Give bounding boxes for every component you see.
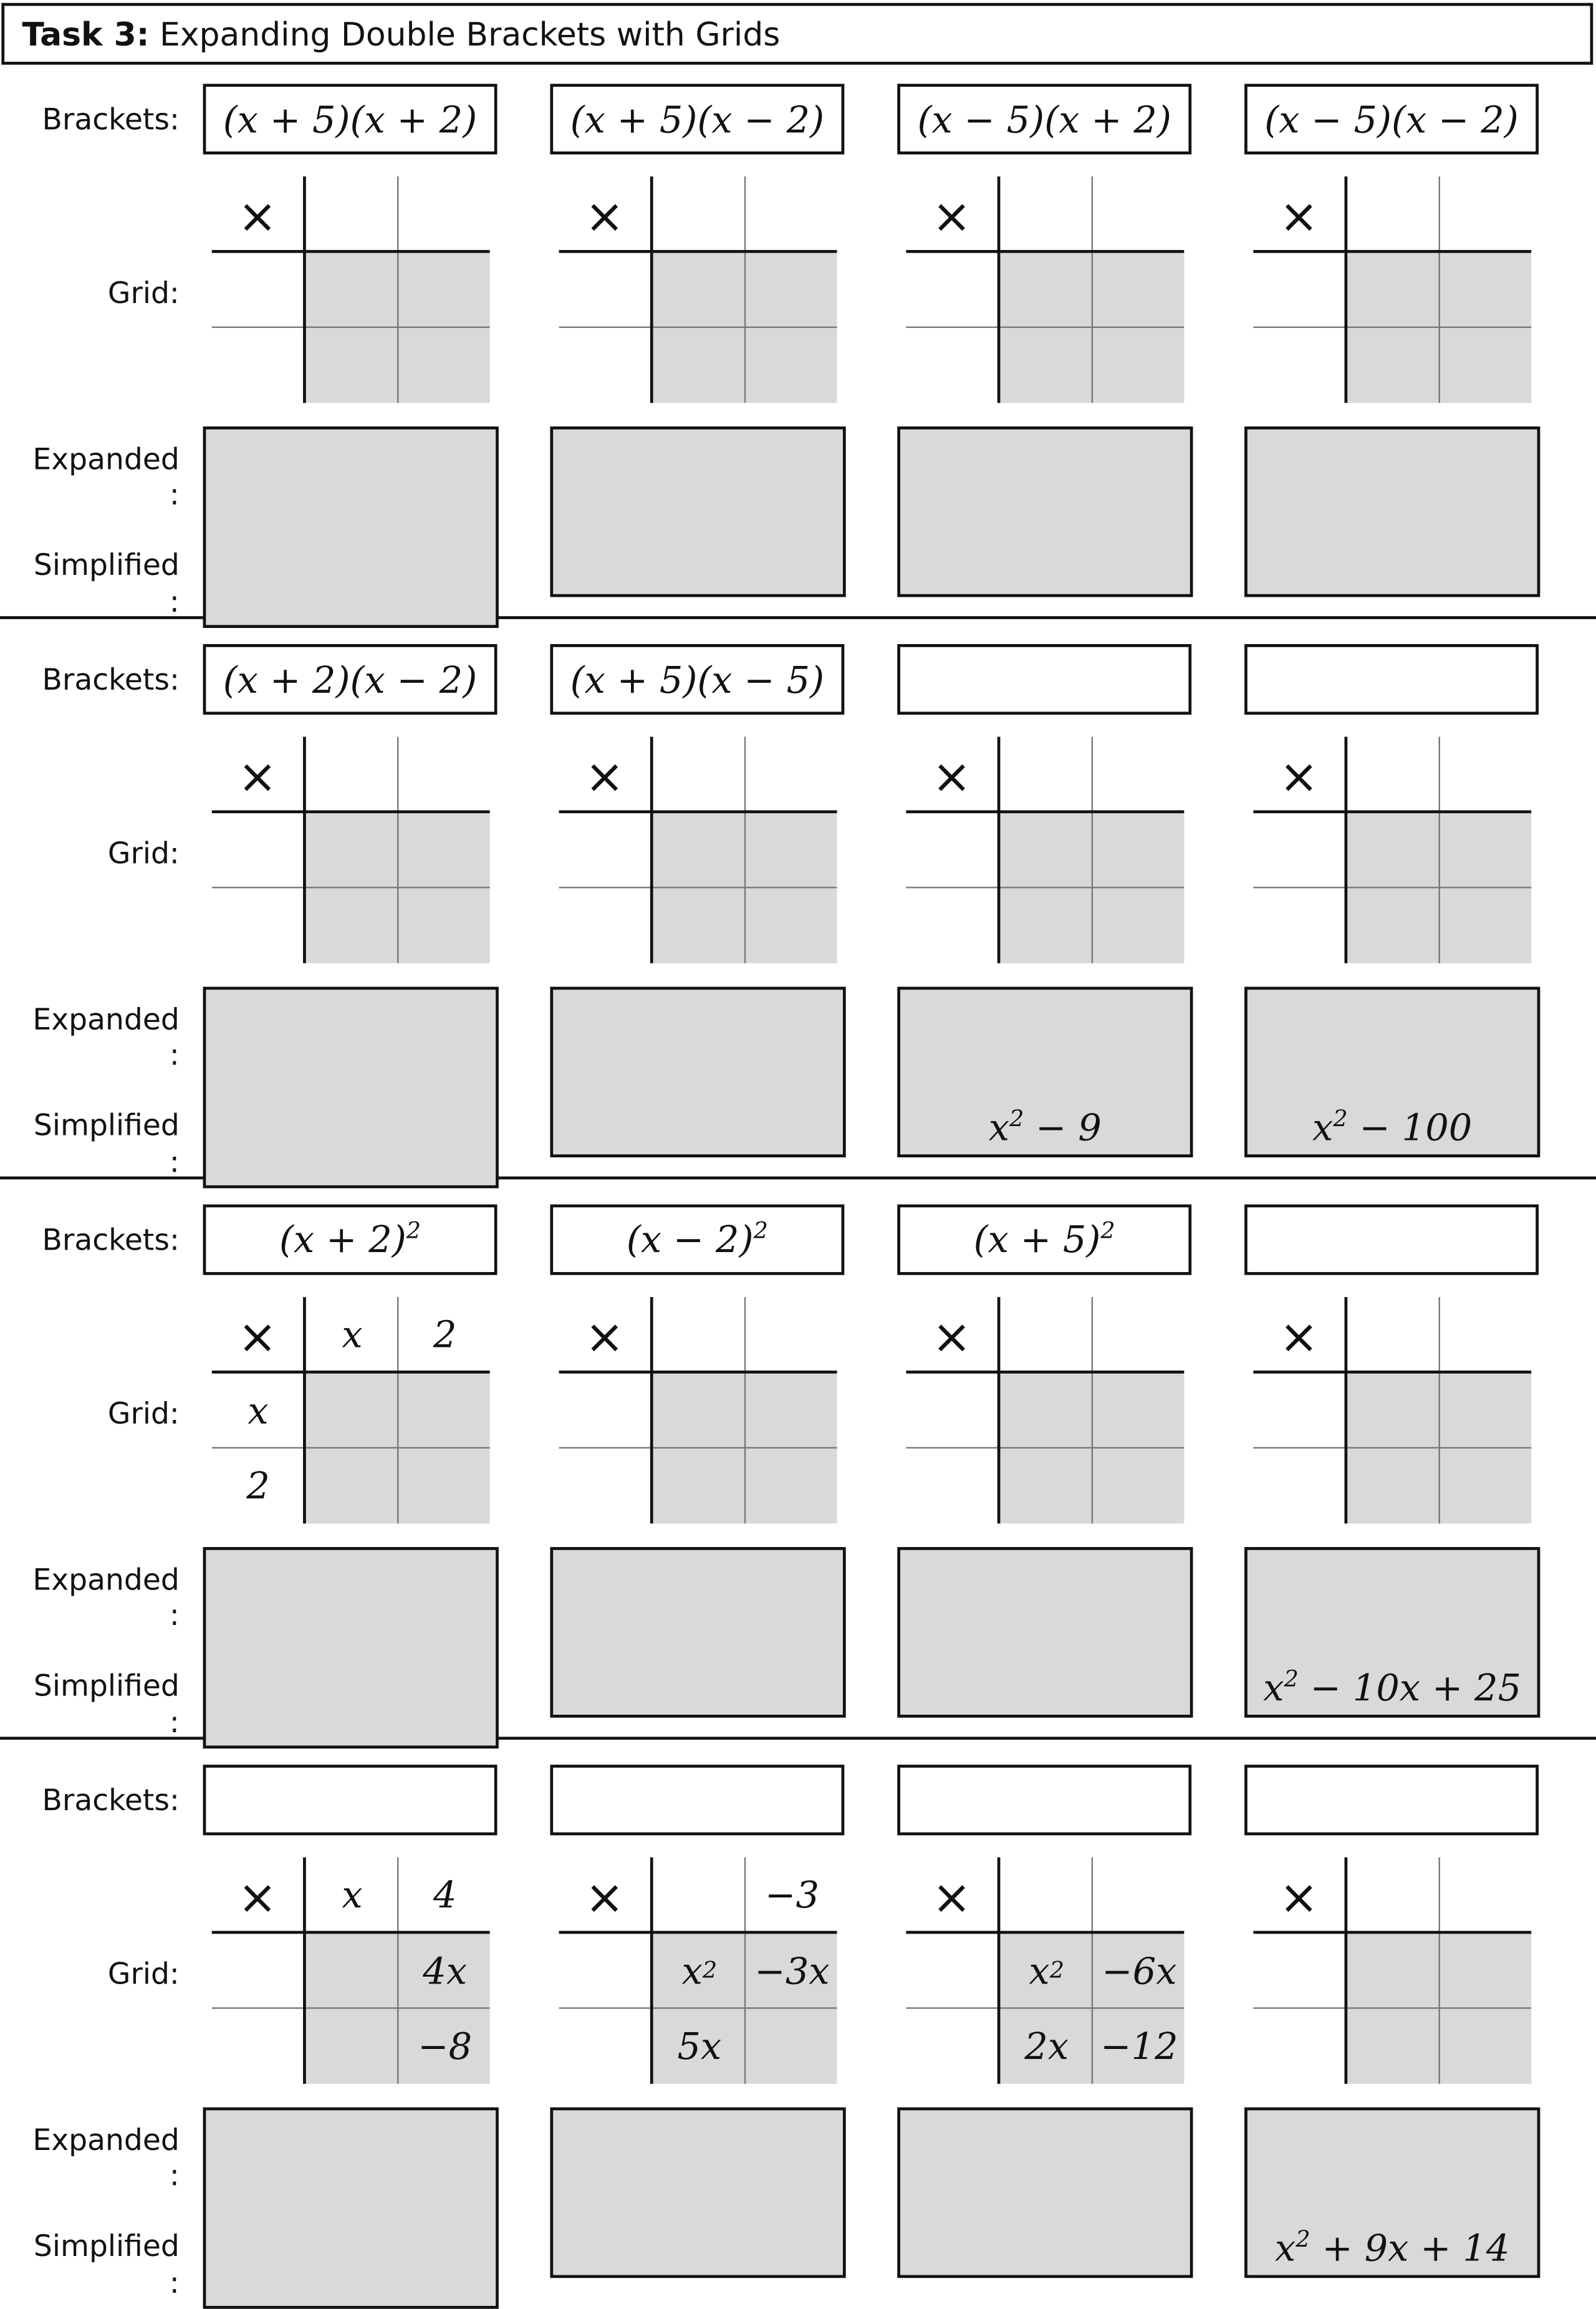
grid-product-cell[interactable] (1000, 888, 1093, 962)
brackets-label: Brackets: (42, 1782, 180, 1818)
grid-header-left[interactable] (1253, 2009, 1346, 2083)
brackets-label: Brackets: (42, 101, 180, 137)
grid-product-cell[interactable] (306, 1374, 399, 1447)
grid-product-cell[interactable] (1440, 2009, 1533, 2083)
grid-header-left[interactable] (906, 253, 999, 327)
bracket-input[interactable] (203, 1765, 498, 1835)
grid-product-cell[interactable] (1093, 253, 1186, 327)
simplified-label: Simplified (33, 2228, 180, 2263)
grid-product-cell[interactable] (746, 1449, 839, 1522)
expanded-simplified-answer-box[interactable] (1244, 1547, 1540, 1718)
multiply-icon: × (1279, 188, 1319, 244)
grid-header-top[interactable]: 4 (433, 1873, 457, 1916)
grid-product-cell[interactable] (306, 2009, 399, 2083)
bracket-expression: $(x + 5)^2$ (973, 1218, 1115, 1261)
grid-header-left[interactable] (212, 2009, 305, 2083)
expanded-colon: : (169, 476, 180, 512)
grid-header-left[interactable] (906, 888, 999, 962)
grid-header-top[interactable] (653, 737, 746, 811)
grid-product-cell[interactable] (1093, 813, 1186, 887)
grid-product-cell[interactable] (306, 328, 399, 402)
grid-product-cell[interactable] (1347, 253, 1440, 327)
bracket-input[interactable] (550, 1205, 844, 1275)
grid-product-cell[interactable] (1093, 1449, 1186, 1522)
grid-header-top[interactable] (1093, 1297, 1186, 1371)
grid-product-cell[interactable] (653, 813, 746, 887)
expanded-simplified-answer-box[interactable] (550, 1547, 845, 1718)
answer-expression: $x^2 - 9$ (988, 1105, 1102, 1149)
simplified-label: Simplified (33, 1107, 180, 1143)
grid-header-top[interactable]: x (342, 1873, 363, 1916)
grid-product-cell[interactable] (653, 1449, 746, 1522)
bracket-input[interactable] (550, 1765, 844, 1835)
expanded-simplified-answer-box[interactable] (550, 427, 845, 597)
grid-product-cell[interactable] (653, 328, 746, 402)
grid-header-left[interactable] (1253, 1934, 1346, 2007)
grid-product-cell[interactable] (1000, 328, 1093, 402)
expanded-simplified-answer-box[interactable] (203, 986, 499, 1188)
expanded-simplified-answer-box[interactable] (550, 2108, 845, 2278)
expanded-simplified-answer-box[interactable] (897, 427, 1193, 597)
grid-header-top[interactable] (653, 1297, 746, 1371)
bracket-input[interactable] (897, 1765, 1191, 1835)
bracket-input[interactable] (1244, 644, 1539, 715)
grid-product-cell[interactable] (746, 2009, 839, 2083)
expanded-simplified-answer-box[interactable] (1244, 2108, 1540, 2278)
grid-header-top[interactable] (1093, 176, 1186, 250)
bracket-input[interactable] (203, 644, 498, 715)
bracket-expression: (x + 5)(x + 2) (223, 97, 478, 141)
answer-expression: $x^2 - 100$ (1312, 1105, 1473, 1149)
grid-product-cell[interactable]: −8 (418, 2024, 473, 2067)
grid-header-left[interactable] (559, 328, 652, 402)
multiply-icon: × (1279, 1869, 1319, 1926)
grid-product-cell[interactable] (1440, 1934, 1533, 2007)
simplified-label: Simplified (33, 547, 180, 582)
expanded-label: Expanded (32, 2122, 180, 2157)
grid-label: Grid: (107, 1396, 180, 1431)
grid-product-cell[interactable] (653, 888, 746, 962)
expanded-simplified-answer-box[interactable] (897, 2108, 1193, 2278)
grid-header-top[interactable] (746, 176, 839, 250)
grid-product-cell[interactable]: −3x (754, 1949, 830, 1992)
grid-header-left[interactable] (906, 328, 999, 402)
answer-expression: $x^2 + 9x + 14$ (1275, 2225, 1510, 2270)
grid-header-top[interactable] (1440, 737, 1533, 811)
multiply-icon: × (931, 748, 972, 805)
grid-label: Grid: (107, 1955, 180, 1992)
bracket-expression: $(x + 2)^2$ (279, 1218, 421, 1261)
multiply-icon: × (585, 1308, 625, 1365)
grid-product-cell[interactable] (1000, 813, 1093, 887)
grid-product-cell[interactable] (306, 813, 399, 887)
bracket-input[interactable] (550, 644, 844, 715)
grid-product-cell[interactable] (1093, 328, 1186, 402)
expanded-colon: : (169, 2157, 180, 2193)
grid-header-top[interactable] (746, 737, 839, 811)
brackets-label: Brackets: (42, 1222, 180, 1258)
multiply-icon: × (238, 188, 277, 244)
answer-expression: $x^2 - 10x + 25$ (1263, 1665, 1522, 1709)
grid-product-cell[interactable] (306, 253, 399, 327)
grid-header-top[interactable] (398, 737, 491, 811)
grid-header-top[interactable] (1000, 737, 1093, 811)
grid-product-cell[interactable] (398, 1449, 491, 1522)
bracket-input[interactable] (897, 644, 1191, 715)
multiply-icon: × (1279, 1308, 1319, 1365)
grid-header-top[interactable] (1093, 737, 1186, 811)
grid-product-cell[interactable] (1440, 253, 1533, 327)
multiply-icon: × (238, 1869, 277, 1926)
grid-product-cell[interactable] (1347, 1374, 1440, 1447)
grid-header-left[interactable] (212, 813, 305, 887)
grid-header-left[interactable] (559, 253, 652, 327)
grid-product-cell[interactable] (306, 1934, 399, 2007)
bracket-expression: $(x - 2)^2$ (626, 1218, 768, 1261)
bracket-input[interactable] (1244, 1765, 1539, 1835)
expanded-simplified-answer-box[interactable] (203, 2108, 499, 2309)
expanded-simplified-answer-box[interactable] (1244, 986, 1540, 1157)
expanded-label: Expanded (32, 441, 180, 477)
bracket-input[interactable] (1244, 84, 1539, 154)
grid-header-top[interactable] (653, 1858, 746, 1931)
grid-header-left[interactable] (212, 888, 305, 962)
grid-product-cell[interactable] (746, 253, 839, 327)
expanded-simplified-answer-box[interactable] (550, 986, 845, 1157)
grid-product-cell[interactable] (1347, 1934, 1440, 2007)
simplified-colon: : (169, 584, 180, 619)
bracket-input[interactable] (550, 84, 844, 154)
grid-product-cell[interactable] (398, 328, 491, 402)
grid-header-top[interactable] (1093, 1858, 1186, 1931)
grid-header-left[interactable] (1253, 1374, 1346, 1447)
grid-header-top[interactable] (1347, 176, 1440, 250)
grid-header-left[interactable] (559, 1374, 652, 1447)
multiply-icon: × (238, 1308, 277, 1365)
grid-product-cell[interactable] (1440, 1374, 1533, 1447)
grid-product-cell[interactable] (1440, 328, 1533, 402)
grid-header-top[interactable] (1440, 1858, 1533, 1931)
grid-product-cell[interactable] (746, 888, 839, 962)
grid-header-left[interactable] (212, 328, 305, 402)
grid-header-top[interactable] (1440, 1297, 1533, 1371)
grid-header-top[interactable] (1000, 176, 1093, 250)
grid-product-cell[interactable] (653, 253, 746, 327)
grid-header-left[interactable] (1253, 253, 1346, 327)
grid-header-left[interactable] (559, 888, 652, 962)
grid-header-left[interactable] (1253, 813, 1346, 887)
grid-header-top[interactable]: 2 (433, 1312, 457, 1356)
multiply-icon: × (585, 1869, 625, 1926)
grid-header-top[interactable] (1347, 737, 1440, 811)
grid-header-left[interactable] (212, 1934, 305, 2007)
grid-header-left[interactable]: 2 (246, 1463, 270, 1507)
grid-header-left[interactable] (906, 813, 999, 887)
grid-header-left[interactable] (559, 2009, 652, 2083)
grid-header-left[interactable] (212, 253, 305, 327)
grid-product-cell[interactable]: −6x (1102, 1949, 1177, 1992)
task-label: Task 3: (22, 17, 150, 55)
grid-product-cell[interactable] (1440, 888, 1533, 962)
bracket-input[interactable] (897, 84, 1191, 154)
grid-header-left[interactable] (906, 2009, 999, 2083)
grid-header-left[interactable] (559, 813, 652, 887)
expanded-colon: : (169, 1597, 180, 1632)
grid-header-left[interactable] (906, 1934, 999, 2007)
grid-label: Grid: (107, 275, 180, 311)
grid-product-cell[interactable] (1347, 813, 1440, 887)
bracket-input[interactable] (203, 84, 498, 154)
grid-header-top[interactable] (1347, 1858, 1440, 1931)
bracket-expression: (x + 5)(x − 2) (570, 97, 825, 141)
grid-product-cell[interactable] (1347, 1449, 1440, 1522)
simplified-colon: : (169, 1704, 180, 1740)
grid-product-cell[interactable] (1347, 328, 1440, 402)
grid-header-top[interactable] (306, 737, 399, 811)
grid-product-cell[interactable] (1093, 1374, 1186, 1447)
grid-product-cell[interactable] (306, 1449, 399, 1522)
expanded-simplified-answer-box[interactable] (897, 986, 1193, 1157)
grid-header-top[interactable] (1000, 1858, 1093, 1931)
expanded-simplified-answer-box[interactable] (203, 1547, 499, 1748)
task-header (1, 3, 1593, 65)
grid-header-left[interactable] (906, 1449, 999, 1522)
bracket-expression: (x + 5)(x − 5) (570, 658, 825, 701)
expanded-colon: : (169, 1036, 180, 1073)
grid-header-left[interactable] (559, 1934, 652, 2007)
bracket-input[interactable] (203, 1205, 498, 1275)
bracket-input[interactable] (1244, 1205, 1539, 1275)
grid-header-left[interactable] (559, 1449, 652, 1522)
multiply-icon: × (585, 748, 625, 805)
task-title-text: Expanding Double Brackets with Grids (160, 17, 781, 55)
grid-product-cell[interactable] (1000, 253, 1093, 327)
grid-header-left[interactable]: x (248, 1389, 269, 1432)
expanded-label: Expanded (32, 1561, 180, 1598)
grid-product-cell[interactable] (746, 328, 839, 402)
expanded-simplified-answer-box[interactable] (203, 427, 499, 628)
grid-product-cell[interactable] (398, 813, 491, 887)
grid-product-cell[interactable] (1347, 2009, 1440, 2083)
multiply-icon: × (585, 188, 625, 244)
grid-product-cell[interactable] (1000, 1449, 1093, 1522)
grid-header-left[interactable] (1253, 888, 1346, 962)
grid-product-cell[interactable] (398, 1374, 491, 1447)
expanded-simplified-answer-box[interactable] (1244, 427, 1540, 597)
grid-header-top[interactable] (398, 176, 491, 250)
grid-product-cell[interactable] (653, 1374, 746, 1447)
grid-product-cell[interactable] (746, 813, 839, 887)
bracket-expression: (x − 5)(x − 2) (1264, 97, 1519, 141)
grid-product-cell[interactable]: 2x (1024, 2024, 1069, 2067)
grid-product-cell[interactable] (1440, 1449, 1533, 1522)
grid-product-cell[interactable] (398, 888, 491, 962)
task-title (22, 17, 780, 54)
grid-product-cell[interactable] (398, 253, 491, 327)
multiply-icon: × (931, 188, 972, 244)
bracket-expression: (x + 2)(x − 2) (223, 658, 478, 701)
bracket-input[interactable] (897, 1205, 1191, 1275)
grid-header-top[interactable] (306, 176, 399, 250)
grid-header-left[interactable] (1253, 328, 1346, 402)
grid-header-top[interactable] (1440, 176, 1533, 250)
multiply-icon: × (1279, 748, 1319, 805)
simplified-colon: : (169, 1144, 180, 1180)
multiply-icon: × (931, 1308, 972, 1365)
grid-product-cell[interactable] (1440, 813, 1533, 887)
grid-header-top[interactable]: −3 (765, 1873, 820, 1916)
grid-header-top[interactable] (1000, 1297, 1093, 1371)
grid-product-cell[interactable]: 4x (423, 1949, 468, 1992)
grid-product-cell[interactable] (1347, 888, 1440, 962)
grid-product-cell[interactable] (306, 888, 399, 962)
simplified-colon: : (169, 2264, 180, 2300)
multiply-icon: × (931, 1869, 972, 1926)
grid-product-cell[interactable]: x 2 (1029, 1949, 1065, 1992)
expanded-label: Expanded (32, 1001, 180, 1037)
grid-header-top[interactable]: x (342, 1312, 363, 1356)
grid-header-top[interactable] (1347, 1297, 1440, 1371)
bracket-expression: (x − 5)(x + 2) (917, 97, 1171, 141)
brackets-label: Brackets: (42, 662, 180, 697)
grid-label: Grid: (107, 835, 180, 871)
grid-header-left[interactable] (906, 1374, 999, 1447)
grid-header-top[interactable] (653, 176, 746, 250)
grid-product-cell[interactable]: 5x (677, 2024, 722, 2067)
grid-header-left[interactable] (1253, 1449, 1346, 1522)
grid-product-cell[interactable] (746, 1374, 839, 1447)
grid-product-cell[interactable] (1000, 1374, 1093, 1447)
grid-product-cell[interactable]: x 2 (681, 1949, 718, 1992)
grid-header-top[interactable] (746, 1297, 839, 1371)
simplified-label: Simplified (33, 1667, 180, 1704)
grid-product-cell[interactable] (1093, 888, 1186, 962)
expanded-simplified-answer-box[interactable] (897, 1547, 1193, 1718)
grid-product-cell[interactable]: −12 (1100, 2024, 1178, 2067)
multiply-icon: × (238, 748, 277, 805)
